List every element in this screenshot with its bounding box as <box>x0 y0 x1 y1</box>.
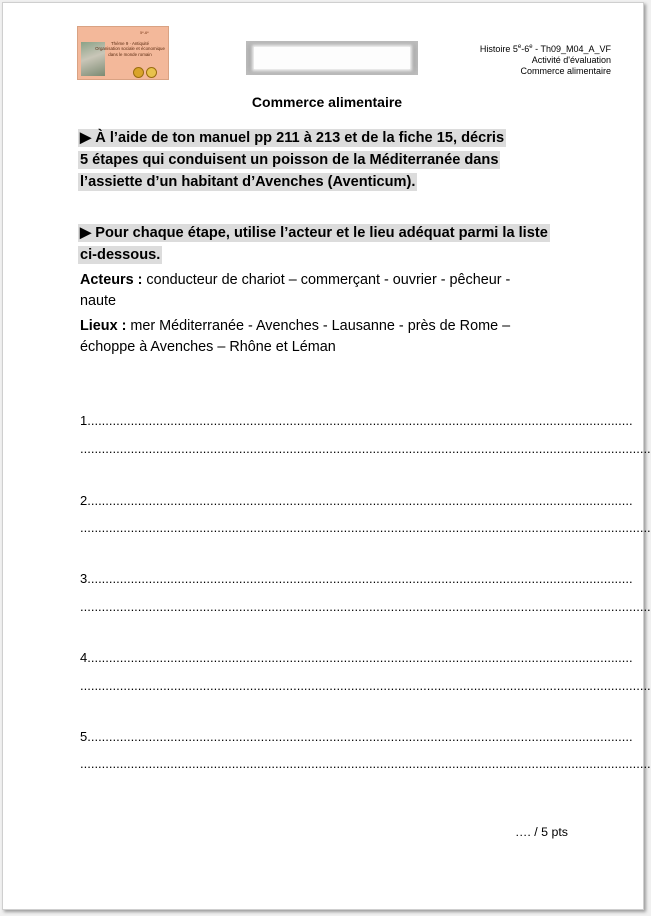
places-label: Lieux : <box>80 318 127 334</box>
course-logo <box>77 26 169 80</box>
instruction-2 <box>78 222 550 266</box>
step-3-line[interactable]: 3....................................................................................................................................................... <box>80 571 633 586</box>
page-title: Commerce alimentaire <box>251 94 403 110</box>
step-4-line-2[interactable]: .............................................................................................................................................................. <box>80 678 651 693</box>
coin-icon <box>146 67 157 78</box>
score-label: …. / 5 pts <box>514 825 568 839</box>
step-number: 1. <box>80 413 91 428</box>
actors-label: Acteurs : <box>80 272 143 288</box>
header-activity-line: Activité d'évaluation <box>531 55 611 65</box>
header-course-line: Histoire 5e-6e - Th09_M04_A_VF <box>479 44 611 54</box>
instruction-1-line: ▶ À l’aide de ton manuel pp 211 à 213 et de la fiche 15, décris <box>80 130 505 146</box>
instruction-2-line: ci-dessous. <box>80 247 161 263</box>
instruction-1 <box>78 127 506 193</box>
step-2-line[interactable]: 2....................................................................................................................................................... <box>80 493 633 508</box>
places-text-continued: échoppe à Avenches – Rhône et Léman <box>80 339 336 355</box>
step-1-line-2[interactable]: .............................................................................................................................................................. <box>80 441 651 456</box>
worksheet-page <box>2 2 651 910</box>
logo-sub-label: Thème 9 · Antiquité <box>110 41 150 46</box>
header-topic-line: Commerce alimentaire <box>520 66 611 76</box>
coins-icon <box>133 67 157 78</box>
step-number: 3. <box>80 571 91 586</box>
step-2-line-2[interactable]: .............................................................................................................................................................. <box>80 520 651 535</box>
step-number: 4. <box>80 650 91 665</box>
step-5-line-2[interactable]: .............................................................................................................................................................. <box>80 756 651 771</box>
places-text: mer Méditerranée - Avenches - Lausanne - près de Rome – <box>126 318 511 334</box>
logo-small-label: 5ᵉ-6ᵉ <box>140 30 149 35</box>
actors-text-continued: naute <box>80 293 117 309</box>
coin-icon <box>133 67 144 78</box>
logo-text <box>92 41 168 57</box>
student-name-field <box>254 47 410 69</box>
step-number: 5. <box>80 729 91 744</box>
instruction-1-line: 5 étapes qui conduisent un poisson de la Méditerranée dans <box>80 152 499 168</box>
step-5-line[interactable]: 5....................................................................................................................................................... <box>80 729 633 744</box>
instruction-2-line: ▶ Pour chaque étape, utilise l’acteur et le lieu adéquat parmi la liste <box>80 225 548 241</box>
logo-main-text: Organisation sociale et économique dans le monde romain <box>95 46 165 57</box>
step-1-line[interactable]: 1....................................................................................................................................................... <box>80 413 633 428</box>
actors-text: conducteur de chariot – commerçant - ouvrier - pêcheur - <box>142 272 511 288</box>
student-name-box <box>246 41 418 75</box>
step-3-line-2[interactable]: .............................................................................................................................................................. <box>80 599 651 614</box>
step-number: 2. <box>80 493 91 508</box>
header-info <box>480 44 611 77</box>
step-4-line[interactable]: 4....................................................................................................................................................... <box>80 650 633 665</box>
places-list <box>80 316 510 358</box>
actors-list <box>80 270 510 312</box>
instruction-1-line: l’assiette d’un habitant d’Avenches (Aventicum). <box>80 174 416 190</box>
